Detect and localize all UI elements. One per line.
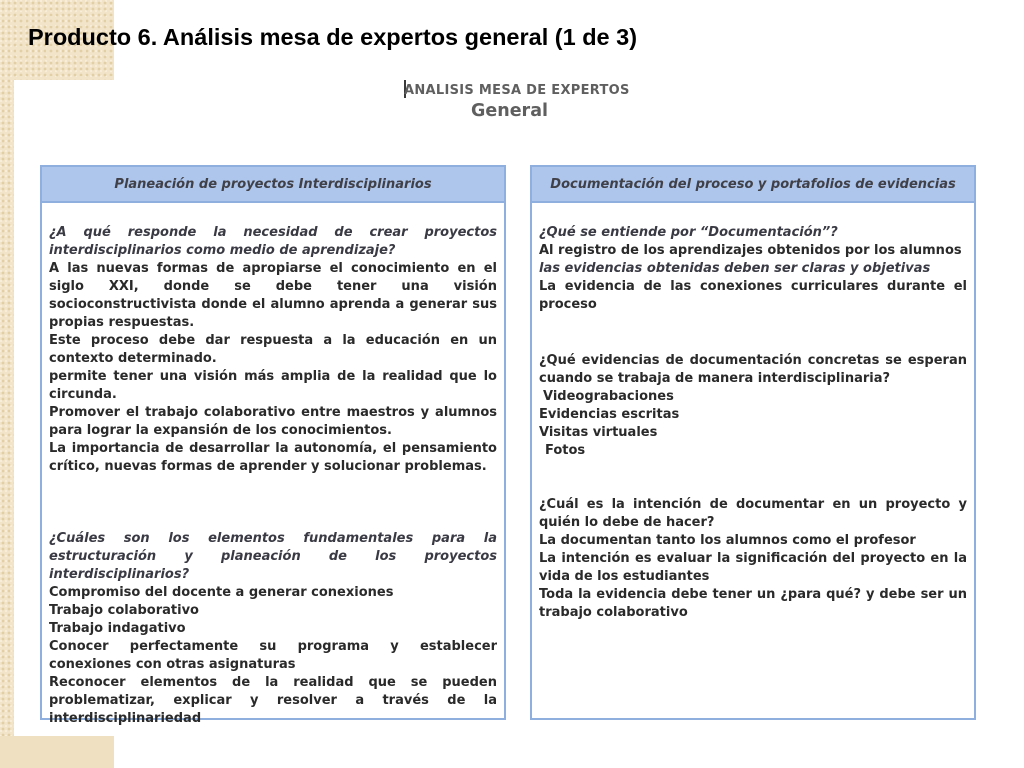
answer-text: Al registro de los aprendizajes obtenidos por los alumnos bbox=[539, 243, 962, 258]
answer-text: La documentan tanto los alumnos como el profesor bbox=[539, 533, 916, 548]
panel-documentacion bbox=[530, 165, 976, 720]
answer-text: Este proceso debe dar respuesta a la educación en un contexto determinado. bbox=[49, 333, 497, 366]
panel-body-planeacion bbox=[42, 203, 504, 728]
question-text: ¿Qué se entiende por “Documentación”? bbox=[539, 225, 838, 240]
answer-text: Fotos bbox=[545, 443, 586, 458]
answer-text: permite tener una visión más amplia de la realidad que lo circunda. bbox=[49, 369, 497, 402]
answer-text: La evidencia de las conexiones curriculares durante el proceso bbox=[539, 279, 967, 312]
answer-text: Promover el trabajo colaborativo entre maestros y alumnos para lograr la expansión de los conocimientos. bbox=[49, 405, 497, 438]
answer-text: Trabajo indagativo bbox=[49, 621, 186, 636]
panel-header-planeacion: Planeación de proyectos Interdisciplinarios bbox=[42, 167, 504, 203]
answer-text: Videograbaciones bbox=[543, 389, 674, 404]
answer-text: Compromiso del docente a generar conexiones bbox=[49, 585, 394, 600]
answer-text: A las nuevas formas de apropiarse el conocimiento en el siglo XXI, donde se debe tener una visión socioconstructivista donde el alumno aprenda a generar sus propias respuestas. bbox=[49, 261, 497, 330]
question-text: ¿Cuál es la intención de documentar en un proyecto y quién lo debe de hacer? bbox=[539, 497, 967, 530]
answer-text: Reconocer elementos de la realidad que se pueden problematizar, explicar y resolver a través de la interdisciplinariedad bbox=[49, 675, 497, 726]
textured-margin-bottom bbox=[0, 736, 114, 768]
answer-text: Conocer perfectamente su programa y establecer conexiones con otras asignaturas bbox=[49, 639, 497, 672]
panel-planeacion bbox=[40, 165, 506, 726]
subtitle-general: General bbox=[471, 101, 548, 121]
question-text: ¿Qué evidencias de documentación concretas se esperan cuando se trabaja de manera interdisciplinaria? bbox=[539, 353, 967, 386]
answer-text: Trabajo colaborativo bbox=[49, 603, 199, 618]
answer-text: La importancia de desarrollar la autonomía, el pensamiento crítico, nuevas formas de aprender y solucionar problemas. bbox=[49, 441, 497, 474]
question-text: ¿A qué responde la necesidad de crear proyectos interdisciplinarios como medio de aprendizaje? bbox=[49, 225, 497, 258]
question-text: ¿Cuáles son los elementos fundamentales para la estructuración y planeación de los proyectos interdisciplinarios? bbox=[49, 531, 497, 582]
spacer bbox=[49, 476, 497, 530]
panel-header-documentacion: Documentación del proceso y portafolios de evidencias bbox=[532, 167, 974, 203]
slide-title: Producto 6. Análisis mesa de expertos general (1 de 3) bbox=[28, 24, 638, 50]
answer-text: La intención es evaluar la significación del proyecto en la vida de los estudiantes bbox=[539, 551, 967, 584]
answer-text: Evidencias escritas bbox=[539, 407, 680, 422]
spacer bbox=[539, 314, 967, 352]
panel-body-documentacion bbox=[532, 203, 974, 622]
spacer bbox=[539, 460, 967, 496]
subtitle-heading: ANALISIS MESA DE EXPERTOS bbox=[404, 83, 630, 98]
answer-text: Visitas virtuales bbox=[539, 425, 658, 440]
answer-text: las evidencias obtenidas deben ser claras y objetivas bbox=[539, 261, 931, 276]
answer-text: Toda la evidencia debe tener un ¿para qué? y debe ser un trabajo colaborativo bbox=[539, 587, 967, 620]
